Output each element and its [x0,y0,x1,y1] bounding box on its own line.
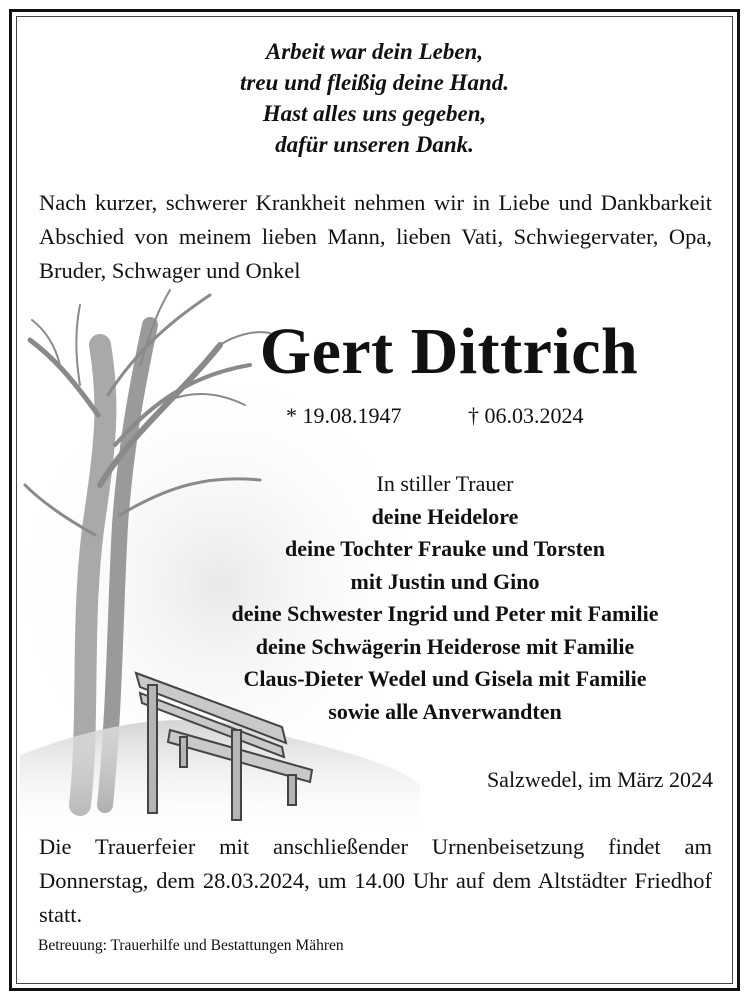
mourners-intro: In stiller Trauer [376,471,514,496]
mourner-line: Claus-Dieter Wedel und Gisela mit Familie [243,666,647,691]
care-note: Betreuung: Trauerhilfe und Bestattungen Mähren [38,937,344,954]
birth-date: * 19.08.1947 [286,403,402,428]
deceased-name: Gert Dittrich [259,315,639,388]
poem [0,36,749,160]
place-date: Salzwedel, im März 2024 [486,767,713,792]
poem-line: dafür unseren Dank. [275,132,474,157]
poem-line: treu und fleißig deine Hand. [240,70,509,95]
mourner-line: deine Tochter Frauke und Torsten [285,536,605,561]
intro-text: Nach kurzer, schwerer Krankheit nehmen wir in Liebe und Dankbarkeit Abschied von meinem lieben Mann, lieben Vati, Schwiegervater, Opa, Bruder, Schwager und Onkel [39,190,712,283]
mourner-line: sowie alle Anverwandten [328,698,562,724]
mourner-line: deine Schwester Ingrid und Peter mit Familie [231,601,659,626]
death-date: † 06.03.2024 [468,403,584,428]
mourner-line: deine Heidelore [371,503,519,529]
mourner-line: mit Justin und Gino [350,568,540,594]
poem-line: Hast alles uns gegeben, [262,101,487,126]
mourner-line: deine Schwägerin Heiderose mit Familie [255,633,635,659]
poem-line: Arbeit war dein Leben, [265,39,484,64]
mourners-block [140,468,749,728]
funeral-info: Die Trauerfeier mit anschließender Urnenbeisetzung findet am Donnerstag, dem 28.03.2024, um 14.00 Uhr auf dem Altstädter Friedhof statt. [39,834,712,927]
